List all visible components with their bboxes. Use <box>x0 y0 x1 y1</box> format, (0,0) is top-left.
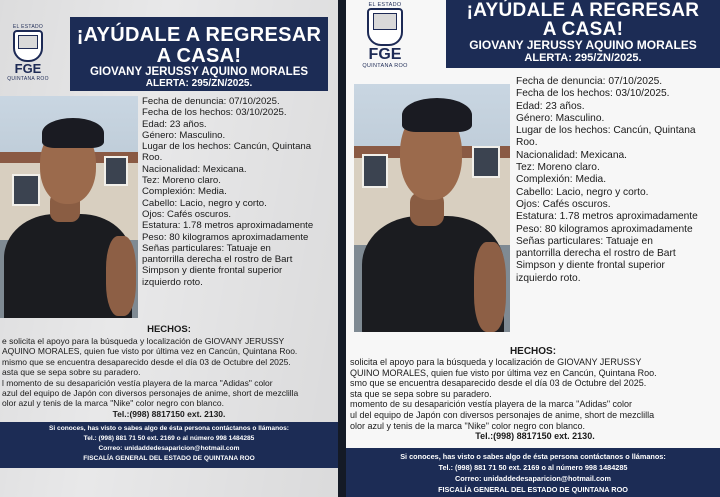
event-date: Fecha de los hechos: 03/10/2025. <box>142 107 287 119</box>
height: Estatura: 1.78 metros aproximadamente <box>142 220 314 232</box>
crest-icon <box>13 30 43 62</box>
weight: Peso: 80 kilogramos aproximadamente <box>516 223 693 235</box>
hechos-line: QUINO MORALES, quien fue visto por última vez en Cancún, Quintana Roo. <box>350 367 657 378</box>
contact-footer <box>346 448 720 497</box>
gender: Género: Masculino. <box>142 129 226 141</box>
logo-top-text: EL ESTADO <box>12 24 44 30</box>
hechos-line: solicita el apoyo para la búsqueda y localización de GIOVANY JERUSSY <box>350 357 642 367</box>
logo-bottom-text: QUINTANA ROO <box>7 76 49 82</box>
hechos-text <box>350 357 720 442</box>
hechos-line: e solicita el apoyo para la búsqueda y localización de GIOVANY JERUSSY <box>2 336 285 346</box>
hechos-line: l momento de su desaparición vestía playera de la marca "Adidas" color <box>2 377 273 388</box>
hechos-line: sta que se sepa sobre su paradero. <box>350 388 492 399</box>
missing-person-photo <box>0 96 138 318</box>
eyes: Ojos: Cafés oscuros. <box>516 198 611 210</box>
hechos-line: ul del equipo de Japón con diversos personajes de anime, short de mezclilla <box>350 409 655 420</box>
flyer-photo-left <box>0 0 338 497</box>
hechos-heading: HECHOS: <box>509 346 557 357</box>
skin-tone: Tez: Moreno claro. <box>142 175 221 187</box>
nationality: Nacionalidad: Mexicana. <box>516 149 627 161</box>
report-date: Fecha de denuncia: 07/10/2025. <box>516 76 663 87</box>
hechos-line: mismo que se encuentra desaparecido desde el día 03 de Octubre del 2025. <box>2 356 291 367</box>
nationality: Nacionalidad: Mexicana. <box>142 163 247 175</box>
hechos-line: asta que se sepa sobre su paradero. <box>2 367 141 378</box>
hechos-line: olor azul y tenis de la marca "Nike" color negro con blanco. <box>2 398 224 409</box>
missing-person-photo <box>354 84 510 332</box>
footer-line-1: Si conoces, has visto o sabes algo de ésta persona contáctanos o llámanos: <box>400 452 666 461</box>
hechos-line: olor azul y tenis de la marca "Nike" color negro con blanco. <box>350 420 586 431</box>
marks-line-1: Señas particulares: Tatuaje en <box>142 242 271 254</box>
tel-line: Tel.:(998) 8817150 ext. 2130. <box>112 408 226 419</box>
marks-line-2: pantorrilla derecha el rostro de Bart <box>516 248 676 260</box>
place-line-2: Roo. <box>142 152 163 164</box>
hechos-line: momento de su desaparición vestía playera de la marca "Adidas" color <box>350 399 633 410</box>
place-line-2: Roo. <box>516 137 538 149</box>
height: Estatura: 1.78 metros aproximadamente <box>516 211 698 223</box>
alert-number: ALERTA: 295/ZN/2025. <box>524 52 642 64</box>
hechos-line: AQUINO MORALES, quien fue visto por última vez en Cancún, Quintana Roo. <box>2 346 298 357</box>
footer-line-4: FISCALÍA GENERAL DEL ESTADO DE QUINTANA ROO <box>83 455 255 462</box>
age: Edad: 23 años. <box>142 118 207 130</box>
fge-logo <box>356 2 414 69</box>
details-block <box>516 76 720 285</box>
eyes: Ojos: Cafés oscuros. <box>142 208 232 220</box>
logo-acronym: FGE <box>14 61 42 76</box>
person-name: GIOVANY JERUSSY AQUINO MORALES <box>469 38 697 52</box>
header-band <box>70 17 328 91</box>
footer-line-2: Tel.: (998) 881 71 50 ext. 2169 o al número 998 1484285 <box>438 463 628 472</box>
hair: Cabello: Lacio, negro y corto. <box>142 197 267 209</box>
crest-icon <box>367 8 403 46</box>
logo-top-text: EL ESTADO <box>368 2 402 8</box>
footer-line-1: Si conoces, has visto o sabes algo de ésta persona contáctanos o llámanos: <box>48 425 289 432</box>
weight: Peso: 80 kilogramos aproximadamente <box>142 231 309 243</box>
header-band <box>446 0 720 68</box>
marks-line-4: izquierdo roto. <box>142 276 203 288</box>
place-line-1: Lugar de los hechos: Cancún, Quintana <box>516 125 696 137</box>
logo-bottom-text: QUINTANA ROO <box>362 63 408 69</box>
details-block <box>142 96 332 288</box>
hechos-text <box>2 336 336 419</box>
age: Edad: 23 años. <box>516 100 585 112</box>
hechos-line: azul del equipo de Japón con diversos personajes de anime, short de mezclilla <box>2 388 299 399</box>
tel-line: Tel.:(998) 8817150 ext. 2130. <box>475 431 595 442</box>
footer-line-2: Tel.: (998) 881 71 50 ext. 2169 o al número 998 1484285 <box>83 435 255 442</box>
marks-line-3: Simpson y diente frontal superior <box>142 265 283 277</box>
contact-footer <box>0 422 338 468</box>
person-name: GIOVANY JERUSSY AQUINO MORALES <box>89 66 309 78</box>
alert-number: ALERTA: 295/ZN/2025. <box>145 78 253 89</box>
skin-tone: Tez: Moreno claro. <box>516 162 600 174</box>
marks-line-3: Simpson y diente frontal superior <box>516 260 665 272</box>
place-line-1: Lugar de los hechos: Cancún, Quintana <box>142 141 312 153</box>
logo-acronym: FGE <box>368 46 402 63</box>
marks-line-2: pantorrilla derecha el rostro de Bart <box>142 254 293 266</box>
flyer-digital-right <box>346 0 720 497</box>
hechos-heading: HECHOS: <box>147 324 191 335</box>
footer-line-3: Correo: unidaddedesaparicion@hotmail.com <box>455 474 611 483</box>
fge-logo <box>4 24 52 82</box>
hechos-line: smo que se encuentra desaparecido desde el día 03 de Octubre del 2025. <box>350 378 647 389</box>
report-date: Fecha de denuncia: 07/10/2025. <box>142 96 280 107</box>
marks-line-4: izquierdo roto. <box>516 272 581 284</box>
hair: Cabello: Lacio, negro y corto. <box>516 186 649 198</box>
marks-line-1: Señas particulares: Tatuaje en <box>516 235 653 247</box>
title-line-2: A CASA! <box>542 19 624 40</box>
panel-divider <box>338 0 346 497</box>
event-date: Fecha de los hechos: 03/10/2025. <box>516 88 670 100</box>
title-line-1: ¡AYÚDALE A REGRESAR <box>76 24 322 46</box>
footer-line-3: Correo: unidaddedesaparicion@hotmail.com <box>98 445 240 452</box>
build: Complexión: Media. <box>142 186 227 198</box>
title-line-1: ¡AYÚDALE A REGRESAR <box>466 0 700 21</box>
gender: Género: Masculino. <box>516 112 605 124</box>
build: Complexión: Media. <box>516 174 607 186</box>
footer-line-4: FISCALÍA GENERAL DEL ESTADO DE QUINTANA ROO <box>438 485 628 494</box>
title-line-2: A CASA! <box>156 45 242 67</box>
